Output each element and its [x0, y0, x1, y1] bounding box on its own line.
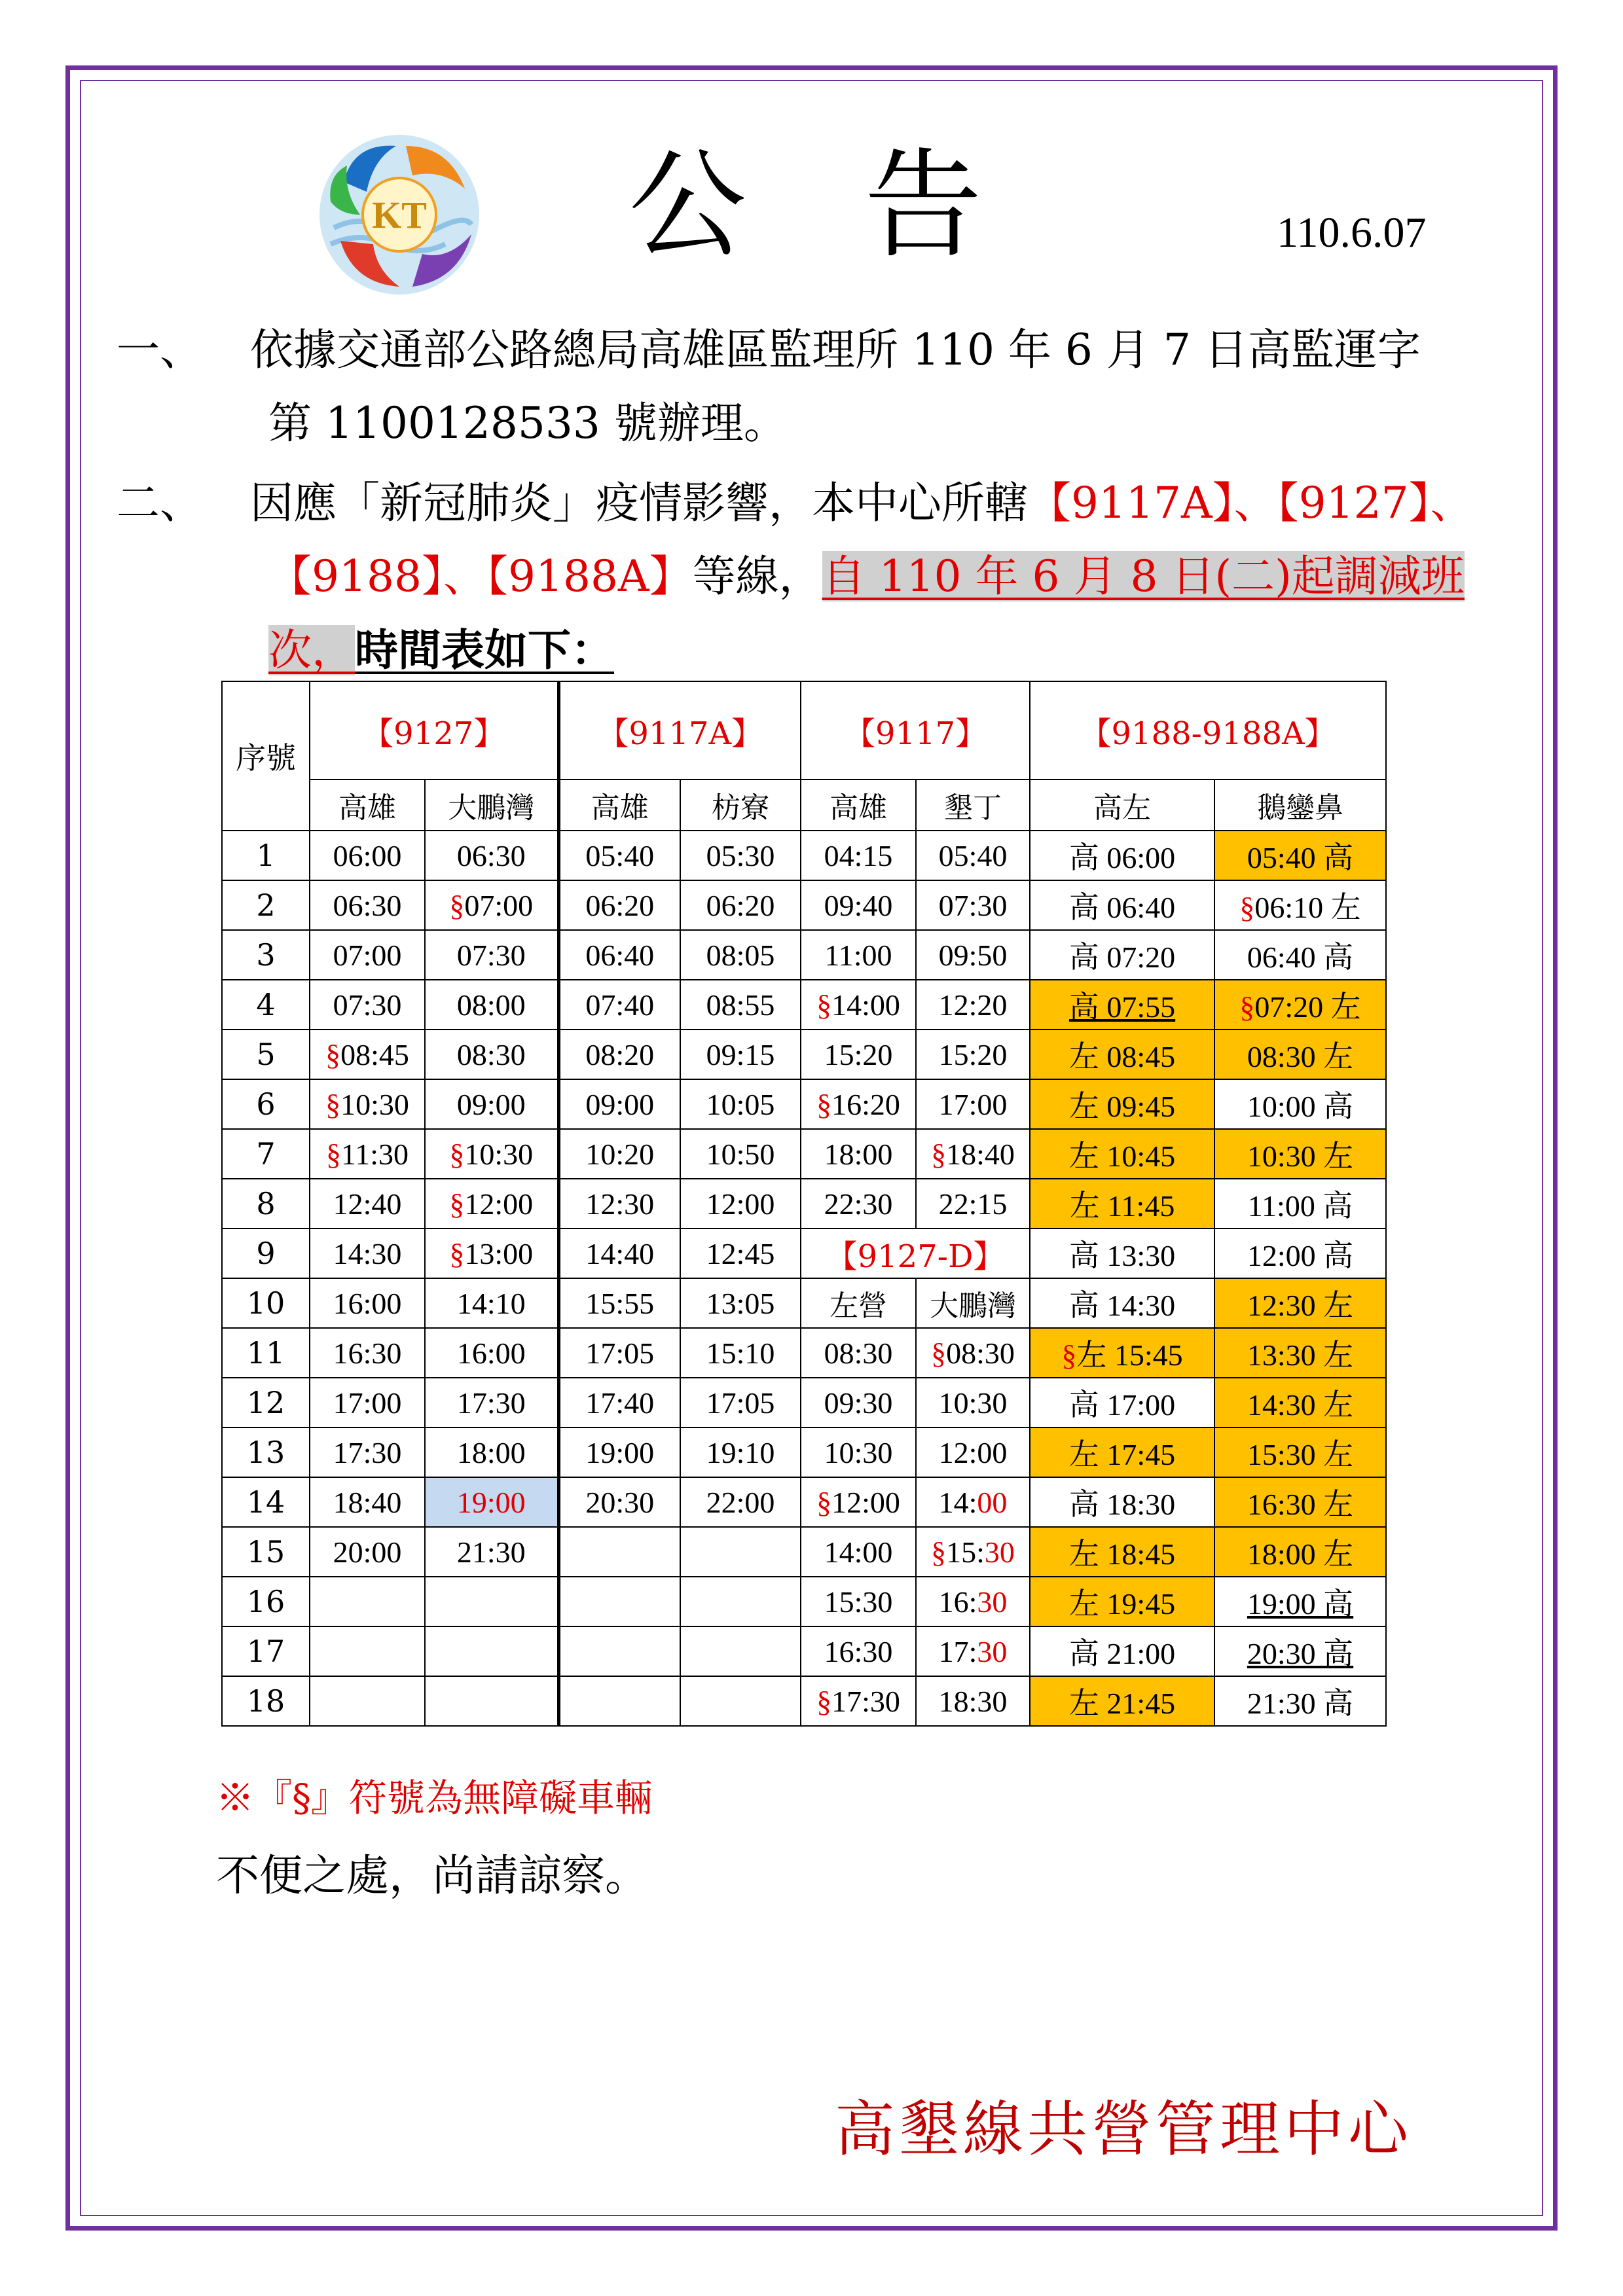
- logo-text: KT: [372, 194, 427, 236]
- time-cell: 21:30 高: [1214, 1676, 1386, 1726]
- time-cell: 高 13:30: [1030, 1229, 1214, 1278]
- time-cell: 15:10: [680, 1328, 801, 1378]
- table-row: [222, 1079, 1386, 1129]
- time-cell: [558, 1626, 680, 1676]
- table-row: [222, 1229, 1386, 1278]
- time-cell: [425, 1626, 558, 1676]
- time-cell: 18:40: [310, 1477, 425, 1527]
- seq-cell: 3: [222, 930, 310, 980]
- time-cell: 16:30: [916, 1577, 1030, 1626]
- time-cell: 17:40: [558, 1378, 680, 1427]
- time-cell: §14:00: [801, 980, 916, 1030]
- time-cell: 07:00: [310, 930, 425, 980]
- time-cell: 04:15: [801, 831, 916, 880]
- col-header: 鵝鑾鼻: [1214, 780, 1386, 831]
- time-cell: [680, 1527, 801, 1577]
- time-cell: 05:40: [916, 831, 1030, 880]
- time-cell: 08:00: [425, 980, 558, 1030]
- item-2-line-3-text: 時間表如下：: [355, 624, 614, 675]
- col-header: 大鵬灣: [425, 780, 558, 831]
- time-cell: 高 17:00: [1030, 1378, 1214, 1427]
- time-cell: [425, 1676, 558, 1726]
- time-cell: 高 06:40: [1030, 880, 1214, 930]
- seq-cell: 1: [222, 831, 310, 880]
- time-cell: 12:40: [310, 1179, 425, 1229]
- time-cell: §11:30: [310, 1129, 425, 1179]
- seq-cell: 17: [222, 1626, 310, 1676]
- item-1-line-2: 第 1100128533 號辦理。: [268, 398, 787, 448]
- time-cell: 06:00: [310, 831, 425, 880]
- time-cell: 17:30: [425, 1378, 558, 1427]
- time-cell: 08:30: [425, 1030, 558, 1079]
- time-cell: 10:20: [558, 1129, 680, 1179]
- time-cell: 14:00: [801, 1527, 916, 1577]
- table-row: [222, 831, 1386, 880]
- time-cell: 13:05: [680, 1278, 801, 1328]
- time-cell: 左 21:45: [1030, 1676, 1214, 1726]
- time-cell: 12:00: [680, 1179, 801, 1229]
- seq-cell: 5: [222, 1030, 310, 1079]
- time-cell: 12:20: [916, 980, 1030, 1030]
- item-1-line-1: 依據交通部公路總局高雄區監理所 110 年 6 月 7 日高監運字: [250, 325, 1421, 375]
- table-row: [222, 1179, 1386, 1229]
- time-cell: 19:10: [680, 1427, 801, 1477]
- item-2-line-3-highlight: 次，: [268, 625, 355, 675]
- time-cell: 19:00: [425, 1477, 558, 1527]
- seq-cell: 15: [222, 1527, 310, 1577]
- table-row: [222, 1626, 1386, 1676]
- time-cell: 05:30: [680, 831, 801, 880]
- time-cell: 06:40 高: [1214, 930, 1386, 980]
- time-cell: 08:30 左: [1214, 1030, 1386, 1079]
- time-cell: 09:00: [425, 1079, 558, 1129]
- time-cell: §12:00: [425, 1179, 558, 1229]
- time-cell: 07:40: [558, 980, 680, 1030]
- item-2-line-2-text: 等線，: [692, 551, 822, 601]
- time-cell: 14:30 左: [1214, 1378, 1386, 1427]
- table-row: [222, 1527, 1386, 1577]
- kt-logo: [314, 130, 484, 300]
- time-cell: 高 06:00: [1030, 831, 1214, 880]
- time-cell: 15:30: [801, 1577, 916, 1626]
- time-cell: §06:10 左: [1214, 880, 1386, 930]
- route-header-9127-d: 【9127-D】: [801, 1229, 1030, 1278]
- time-cell: §15:30: [916, 1527, 1030, 1577]
- time-cell: 左 10:45: [1030, 1129, 1214, 1179]
- time-cell: 19:00: [558, 1427, 680, 1477]
- seq-cell: 10: [222, 1278, 310, 1328]
- route-header-9117a: 【9117A】: [558, 681, 801, 780]
- time-cell: 07:30: [425, 930, 558, 980]
- time-cell: 12:00 高: [1214, 1229, 1386, 1278]
- item-2-line-1: [250, 478, 1474, 528]
- time-cell: 15:20: [801, 1030, 916, 1079]
- time-cell: 10:00 高: [1214, 1079, 1386, 1129]
- time-cell: 22:00: [680, 1477, 801, 1527]
- time-cell: [558, 1676, 680, 1726]
- seq-cell: 13: [222, 1427, 310, 1477]
- time-cell: 15:55: [558, 1278, 680, 1328]
- time-cell: 10:30: [801, 1427, 916, 1477]
- table-row: [222, 1378, 1386, 1427]
- time-cell: 06:30: [310, 880, 425, 930]
- item-2-line-2-highlight: 自 110 年 6 月 8 日(二)起調減班: [822, 551, 1465, 601]
- time-cell: 05:40 高: [1214, 831, 1386, 880]
- time-cell: 09:40: [801, 880, 916, 930]
- table-row: [222, 1577, 1386, 1626]
- seq-cell: 12: [222, 1378, 310, 1427]
- time-cell: 高 14:30: [1030, 1278, 1214, 1328]
- time-cell: 14:30: [310, 1229, 425, 1278]
- time-cell: 左 11:45: [1030, 1179, 1214, 1229]
- time-cell: §17:30: [801, 1676, 916, 1726]
- item-1-number: 一、: [117, 325, 203, 375]
- route-header-9127: 【9127】: [310, 681, 558, 780]
- col-header: 高雄: [310, 780, 425, 831]
- time-cell: §08:30: [916, 1328, 1030, 1378]
- time-cell: [680, 1577, 801, 1626]
- time-cell: 08:05: [680, 930, 801, 980]
- table-row: [222, 1030, 1386, 1079]
- time-cell: 16:30 左: [1214, 1477, 1386, 1527]
- time-cell: 21:30: [425, 1527, 558, 1577]
- time-cell: 09:50: [916, 930, 1030, 980]
- time-cell: 05:40: [558, 831, 680, 880]
- seq-cell: 8: [222, 1179, 310, 1229]
- seq-cell: 18: [222, 1676, 310, 1726]
- time-cell: §12:00: [801, 1477, 916, 1527]
- time-cell: 17:30: [916, 1626, 1030, 1676]
- time-cell: 16:00: [425, 1328, 558, 1378]
- seq-cell: 6: [222, 1079, 310, 1129]
- time-cell: 09:15: [680, 1030, 801, 1079]
- table-row: [222, 1477, 1386, 1527]
- time-cell: 08:30: [801, 1328, 916, 1378]
- time-cell: 14:40: [558, 1229, 680, 1278]
- accessibility-note: ※『§』符號為無障礙車輛: [216, 1776, 653, 1820]
- table-row: [222, 1129, 1386, 1179]
- time-cell: [558, 1577, 680, 1626]
- time-cell: §左 15:45: [1030, 1328, 1214, 1378]
- table-row: [222, 1278, 1386, 1328]
- seq-cell: 2: [222, 880, 310, 930]
- time-cell: 左 19:45: [1030, 1577, 1214, 1626]
- time-cell: 16:30: [310, 1328, 425, 1378]
- time-cell: 18:00: [425, 1427, 558, 1477]
- time-cell: 18:00 左: [1214, 1527, 1386, 1577]
- col-header: 高雄: [558, 780, 680, 831]
- table-row: [222, 980, 1386, 1030]
- time-cell: 高 21:00: [1030, 1626, 1214, 1676]
- time-cell: 06:40: [558, 930, 680, 980]
- closing-remark: 不便之處，尚請諒察。: [216, 1850, 648, 1901]
- time-cell: [425, 1577, 558, 1626]
- time-cell: 22:15: [916, 1179, 1030, 1229]
- time-cell: 11:00: [801, 930, 916, 980]
- time-cell: 左 09:45: [1030, 1079, 1214, 1129]
- time-cell: 06:30: [425, 831, 558, 880]
- table-row: [222, 1328, 1386, 1378]
- time-cell: 06:20: [680, 880, 801, 930]
- time-cell: [558, 1527, 680, 1577]
- time-cell: §07:00: [425, 880, 558, 930]
- col-header: 墾丁: [916, 780, 1030, 831]
- time-cell: 14:10: [425, 1278, 558, 1328]
- time-cell: [680, 1626, 801, 1676]
- time-cell: 09:00: [558, 1079, 680, 1129]
- time-cell: [310, 1577, 425, 1626]
- time-cell: 16:30: [801, 1626, 916, 1676]
- time-cell: 高 07:20: [1030, 930, 1214, 980]
- time-cell: §18:40: [916, 1129, 1030, 1179]
- item-2-line-3: [268, 624, 614, 675]
- time-cell: 22:30: [801, 1179, 916, 1229]
- time-cell: 19:00 高: [1214, 1577, 1386, 1626]
- time-cell: §08:45: [310, 1030, 425, 1079]
- route-header-9117: 【9117】: [801, 681, 1030, 780]
- time-cell: 左營: [801, 1278, 916, 1328]
- route-header-9188: 【9188-9188A】: [1030, 681, 1386, 780]
- time-cell: 17:30: [310, 1427, 425, 1477]
- page-title: 公告: [629, 137, 1101, 274]
- time-cell: 17:05: [680, 1378, 801, 1427]
- table-row: [222, 1676, 1386, 1726]
- time-cell: 12:30: [558, 1179, 680, 1229]
- time-cell: 20:30: [558, 1477, 680, 1527]
- time-cell: 高 07:55: [1030, 980, 1214, 1030]
- col-header: 高雄: [801, 780, 916, 831]
- col-header: 枋寮: [680, 780, 801, 831]
- time-cell: §16:20: [801, 1079, 916, 1129]
- seq-header: 序號: [222, 681, 310, 831]
- time-cell: 10:30: [916, 1378, 1030, 1427]
- signature: 高墾線共營管理中心: [835, 2094, 1413, 2164]
- time-cell: 20:30 高: [1214, 1626, 1386, 1676]
- time-cell: §13:00: [425, 1229, 558, 1278]
- time-cell: 09:30: [801, 1378, 916, 1427]
- time-cell: 08:20: [558, 1030, 680, 1079]
- timetable: [221, 681, 1387, 1727]
- time-cell: 13:30 左: [1214, 1328, 1386, 1378]
- time-cell: 18:30: [916, 1676, 1030, 1726]
- time-cell: 17:00: [916, 1079, 1030, 1129]
- time-cell: 17:05: [558, 1328, 680, 1378]
- time-cell: 07:30: [916, 880, 1030, 930]
- time-cell: 高 18:30: [1030, 1477, 1214, 1527]
- item-2-number: 二、: [117, 478, 203, 528]
- time-cell: [680, 1676, 801, 1726]
- seq-cell: 4: [222, 980, 310, 1030]
- table-row: [222, 880, 1386, 930]
- time-cell: 大鵬灣: [916, 1278, 1030, 1328]
- time-cell: 18:00: [801, 1129, 916, 1179]
- time-cell: [310, 1626, 425, 1676]
- table-row: [222, 1427, 1386, 1477]
- time-cell: [310, 1676, 425, 1726]
- time-cell: 15:20: [916, 1030, 1030, 1079]
- time-cell: 左 18:45: [1030, 1527, 1214, 1577]
- time-cell: 12:00: [916, 1427, 1030, 1477]
- time-cell: 06:20: [558, 880, 680, 930]
- seq-cell: 16: [222, 1577, 310, 1626]
- table-row: [222, 930, 1386, 980]
- time-cell: §10:30: [310, 1079, 425, 1129]
- time-cell: 12:45: [680, 1229, 801, 1278]
- time-cell: 17:00: [310, 1378, 425, 1427]
- time-cell: 11:00 高: [1214, 1179, 1386, 1229]
- time-cell: 左 17:45: [1030, 1427, 1214, 1477]
- time-cell: §07:20 左: [1214, 980, 1386, 1030]
- time-cell: 10:05: [680, 1079, 801, 1129]
- time-cell: 15:30 左: [1214, 1427, 1386, 1477]
- item-2-line-2-routes: 【9188】、【9188A】: [268, 551, 693, 601]
- seq-cell: 9: [222, 1229, 310, 1278]
- time-cell: §10:30: [425, 1129, 558, 1179]
- seq-cell: 7: [222, 1129, 310, 1179]
- time-cell: 07:30: [310, 980, 425, 1030]
- seq-cell: 11: [222, 1328, 310, 1378]
- time-cell: 14:00: [916, 1477, 1030, 1527]
- notice-date: 110.6.07: [1277, 209, 1427, 257]
- item-2-line-1-text: 因應「新冠肺炎」疫情影響，本中心所轄: [250, 478, 1028, 528]
- seq-cell: 14: [222, 1477, 310, 1527]
- item-2-line-2: [268, 551, 1465, 601]
- time-cell: 16:00: [310, 1278, 425, 1328]
- time-cell: 12:30 左: [1214, 1278, 1386, 1328]
- time-cell: 10:30 左: [1214, 1129, 1386, 1179]
- time-cell: 20:00: [310, 1527, 425, 1577]
- col-header: 高左: [1030, 780, 1214, 831]
- time-cell: 08:55: [680, 980, 801, 1030]
- item-2-line-1-routes: 【9117A】、【9127】、: [1028, 478, 1474, 528]
- time-cell: 左 08:45: [1030, 1030, 1214, 1079]
- time-cell: 10:50: [680, 1129, 801, 1179]
